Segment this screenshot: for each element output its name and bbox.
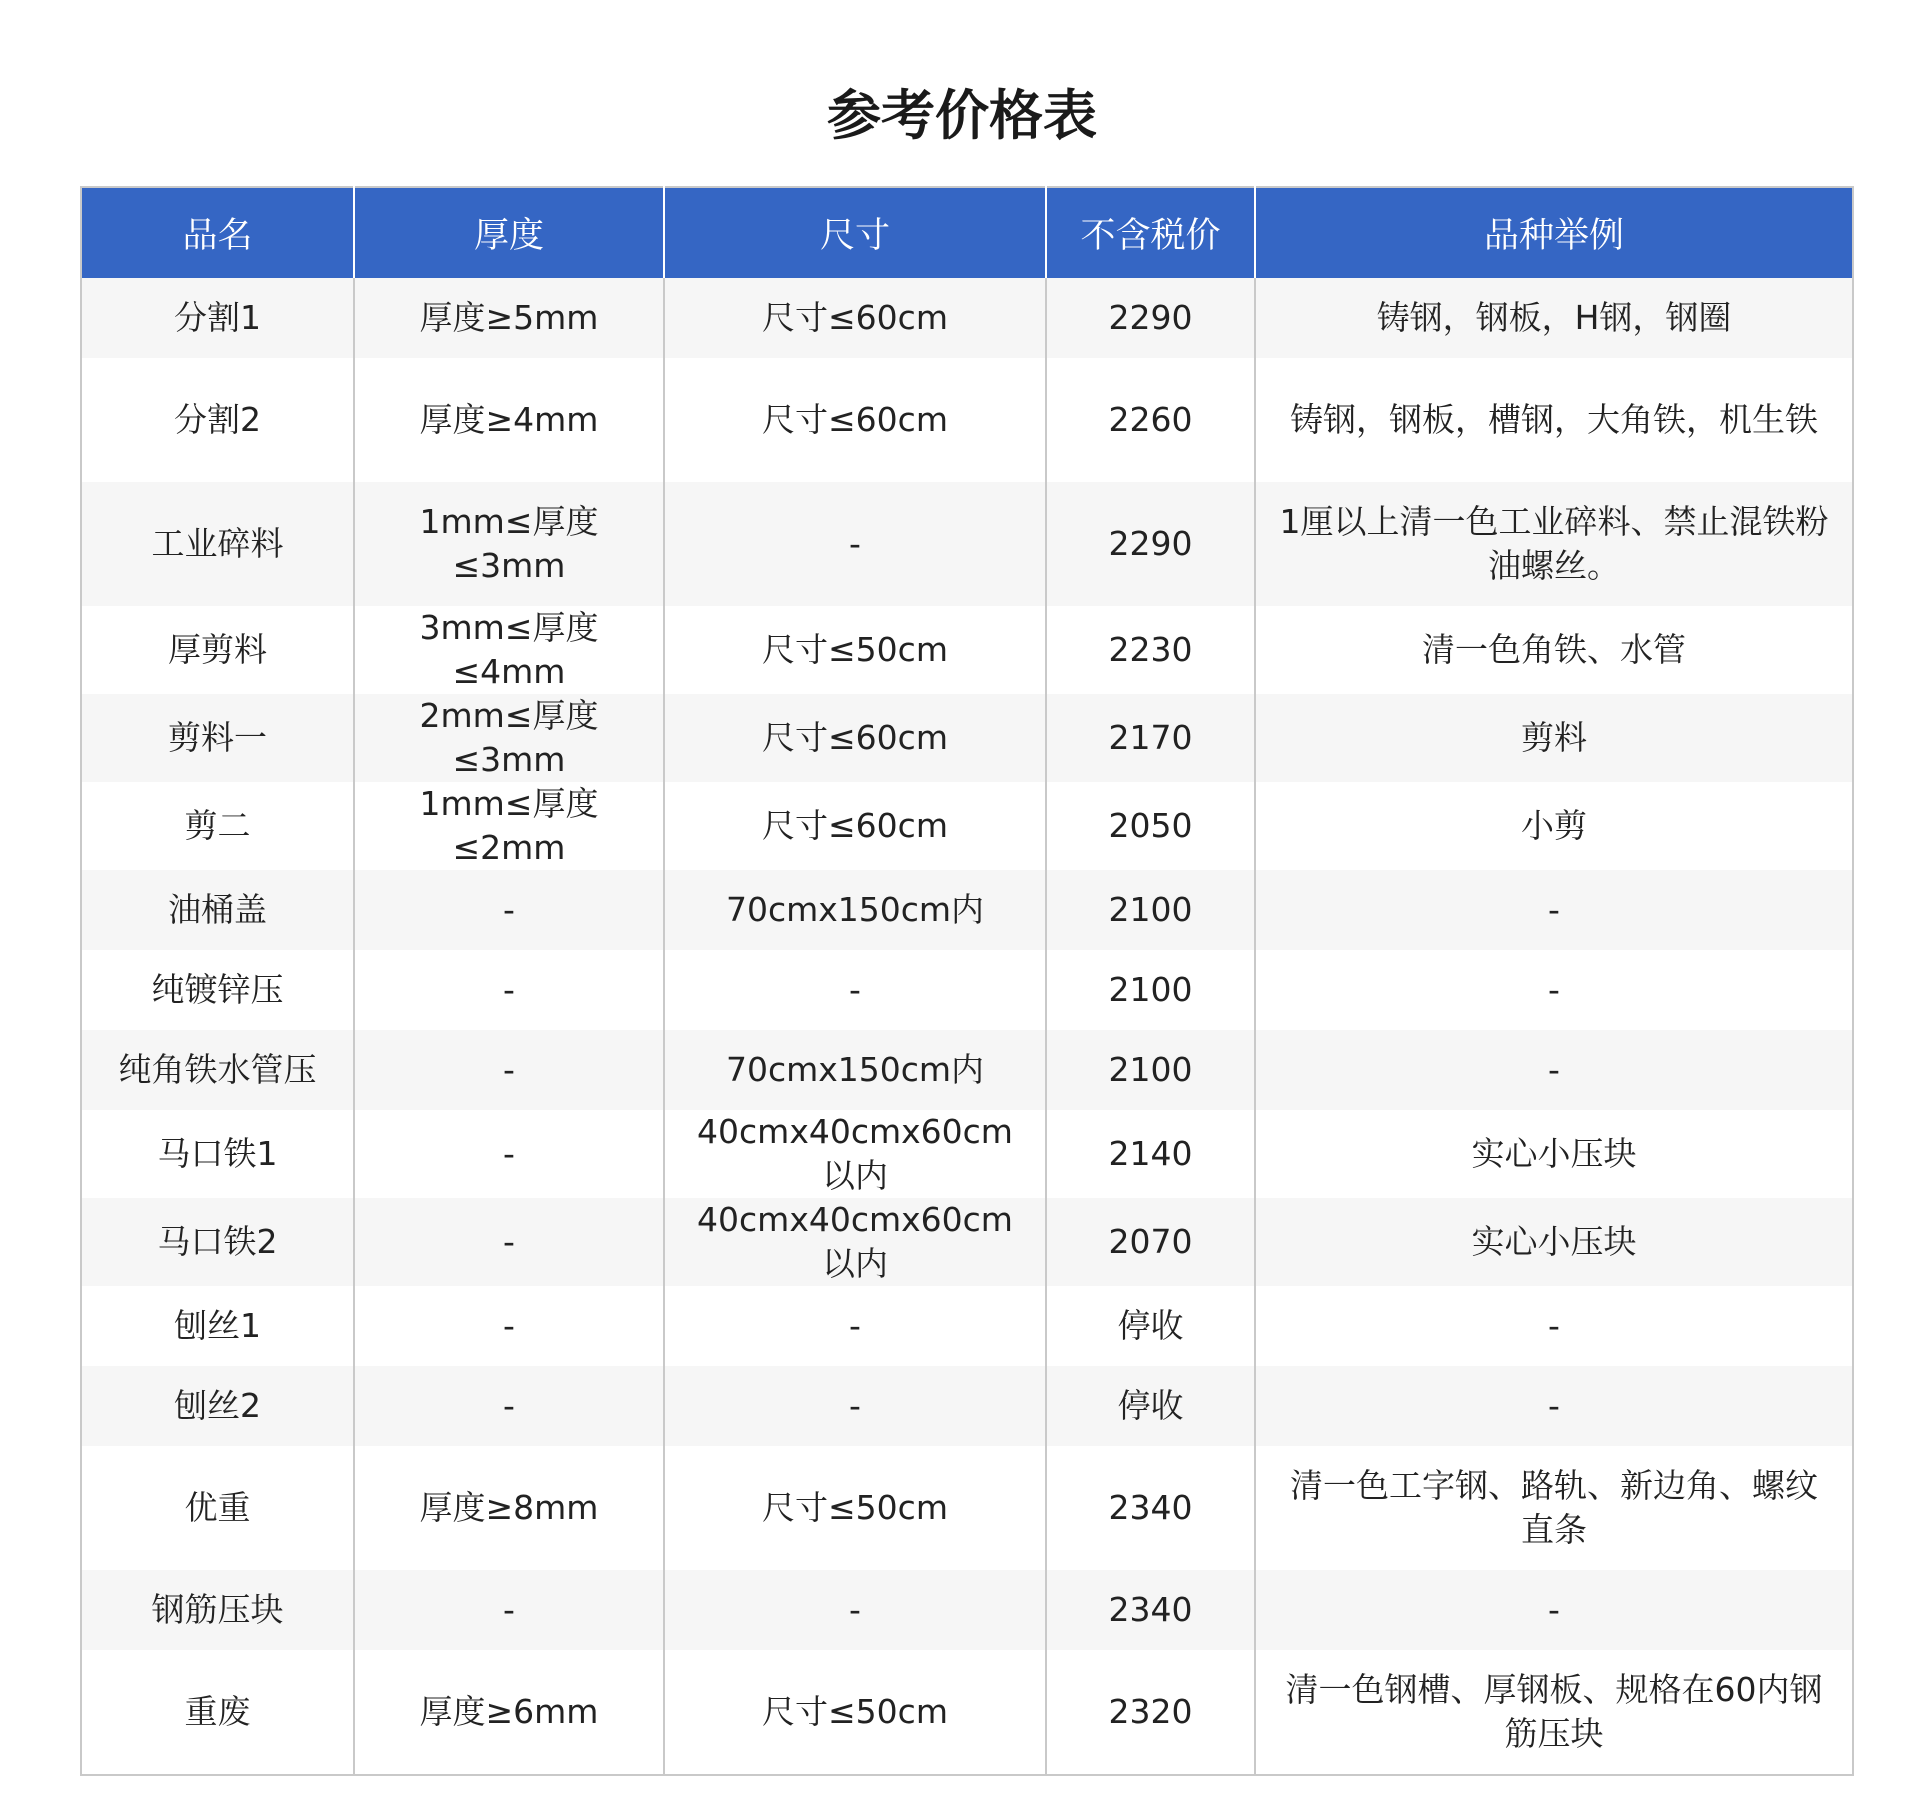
cell-size: - [664, 482, 1046, 606]
cell-price: 2290 [1046, 278, 1255, 358]
cell-name: 工业碎料 [81, 482, 354, 606]
cell-name: 纯角铁水管压 [81, 1030, 354, 1110]
cell-price: 2100 [1046, 950, 1255, 1030]
cell-thickness: 厚度≥4mm [354, 358, 664, 482]
cell-examples: - [1255, 1366, 1853, 1446]
cell-size: 尺寸≤60cm [664, 278, 1046, 358]
cell-examples: 铸钢，钢板，H钢，钢圈 [1255, 278, 1853, 358]
table-row [81, 1110, 1853, 1198]
cell-examples: 小剪 [1255, 782, 1853, 870]
column-header-examples: 品种举例 [1255, 187, 1853, 278]
table-row [81, 1570, 1853, 1650]
cell-price: 2140 [1046, 1110, 1255, 1198]
cell-price: 2100 [1046, 1030, 1255, 1110]
cell-price: 2170 [1046, 694, 1255, 782]
cell-thickness: - [354, 1366, 664, 1446]
cell-examples: 清一色工字钢、路轨、新边角、螺纹直条 [1255, 1446, 1853, 1570]
price-table [80, 186, 1854, 1776]
column-header-thickness: 厚度 [354, 187, 664, 278]
cell-thickness: - [354, 1110, 664, 1198]
cell-examples: 清一色角铁、水管 [1255, 606, 1853, 694]
cell-name: 优重 [81, 1446, 354, 1570]
cell-name: 分割1 [81, 278, 354, 358]
cell-thickness: 1mm≤厚度≤3mm [354, 482, 664, 606]
column-header-price: 不含税价 [1046, 187, 1255, 278]
cell-size: - [664, 1286, 1046, 1366]
cell-name: 油桶盖 [81, 870, 354, 950]
cell-name: 厚剪料 [81, 606, 354, 694]
cell-examples: 1厘以上清一色工业碎料、禁止混铁粉油螺丝。 [1255, 482, 1853, 606]
cell-price: 2340 [1046, 1446, 1255, 1570]
cell-name: 刨丝2 [81, 1366, 354, 1446]
cell-thickness: 厚度≥8mm [354, 1446, 664, 1570]
column-header-size: 尺寸 [664, 187, 1046, 278]
cell-size: - [664, 1570, 1046, 1650]
cell-name: 分割2 [81, 358, 354, 482]
cell-name: 马口铁1 [81, 1110, 354, 1198]
cell-size: 尺寸≤60cm [664, 694, 1046, 782]
table-row [81, 358, 1853, 482]
column-header-name: 品名 [81, 187, 354, 278]
cell-examples: - [1255, 1286, 1853, 1366]
cell-examples: - [1255, 1570, 1853, 1650]
cell-size: - [664, 1366, 1046, 1446]
table-row [81, 1030, 1853, 1110]
cell-name: 马口铁2 [81, 1198, 354, 1286]
cell-name: 纯镀锌压 [81, 950, 354, 1030]
table-row [81, 870, 1853, 950]
cell-size: 尺寸≤60cm [664, 358, 1046, 482]
table-row [81, 1286, 1853, 1366]
cell-thickness: - [354, 950, 664, 1030]
cell-thickness: 2mm≤厚度≤3mm [354, 694, 664, 782]
cell-examples: - [1255, 1030, 1853, 1110]
page-title: 参考价格表 [827, 84, 1097, 147]
table-row [81, 606, 1853, 694]
cell-thickness: - [354, 1570, 664, 1650]
cell-thickness: 厚度≥6mm [354, 1650, 664, 1775]
cell-size: - [664, 950, 1046, 1030]
table-row [81, 694, 1853, 782]
table-row [81, 1446, 1853, 1570]
cell-examples: 实心小压块 [1255, 1198, 1853, 1286]
cell-examples: - [1255, 950, 1853, 1030]
cell-price: 2260 [1046, 358, 1255, 482]
cell-price: 2230 [1046, 606, 1255, 694]
cell-size: 尺寸≤50cm [664, 1650, 1046, 1775]
cell-thickness: 3mm≤厚度≤4mm [354, 606, 664, 694]
cell-size: 70cmx150cm内 [664, 1030, 1046, 1110]
cell-price: 2340 [1046, 1570, 1255, 1650]
cell-thickness: - [354, 1286, 664, 1366]
table-row [81, 950, 1853, 1030]
cell-size: 70cmx150cm内 [664, 870, 1046, 950]
cell-price: 2320 [1046, 1650, 1255, 1775]
cell-examples: 实心小压块 [1255, 1110, 1853, 1198]
cell-name: 剪料一 [81, 694, 354, 782]
cell-price: 2100 [1046, 870, 1255, 950]
table-row [81, 1650, 1853, 1775]
cell-examples: 剪料 [1255, 694, 1853, 782]
cell-price: 2050 [1046, 782, 1255, 870]
cell-price: 2290 [1046, 482, 1255, 606]
cell-examples: 铸钢，钢板，槽钢，大角铁，机生铁 [1255, 358, 1853, 482]
cell-size: 40cmx40cmx60cm以内 [664, 1198, 1046, 1286]
cell-thickness: 厚度≥5mm [354, 278, 664, 358]
table-row [81, 278, 1853, 358]
cell-price: 停收 [1046, 1366, 1255, 1446]
cell-examples: - [1255, 870, 1853, 950]
table-row [81, 482, 1853, 606]
cell-name: 剪二 [81, 782, 354, 870]
cell-name: 钢筋压块 [81, 1570, 354, 1650]
price-table-container [80, 186, 1852, 1776]
cell-size: 尺寸≤50cm [664, 606, 1046, 694]
cell-thickness: - [354, 1030, 664, 1110]
table-row [81, 1198, 1853, 1286]
cell-price: 2070 [1046, 1198, 1255, 1286]
cell-price: 停收 [1046, 1286, 1255, 1366]
table-row [81, 782, 1853, 870]
cell-examples: 清一色钢槽、厚钢板、规格在60内钢筋压块 [1255, 1650, 1853, 1775]
cell-name: 刨丝1 [81, 1286, 354, 1366]
cell-name: 重废 [81, 1650, 354, 1775]
table-row [81, 1366, 1853, 1446]
table-header-row [81, 187, 1853, 278]
cell-size: 尺寸≤50cm [664, 1446, 1046, 1570]
cell-size: 尺寸≤60cm [664, 782, 1046, 870]
cell-thickness: - [354, 1198, 664, 1286]
cell-thickness: 1mm≤厚度≤2mm [354, 782, 664, 870]
cell-thickness: - [354, 870, 664, 950]
cell-size: 40cmx40cmx60cm以内 [664, 1110, 1046, 1198]
